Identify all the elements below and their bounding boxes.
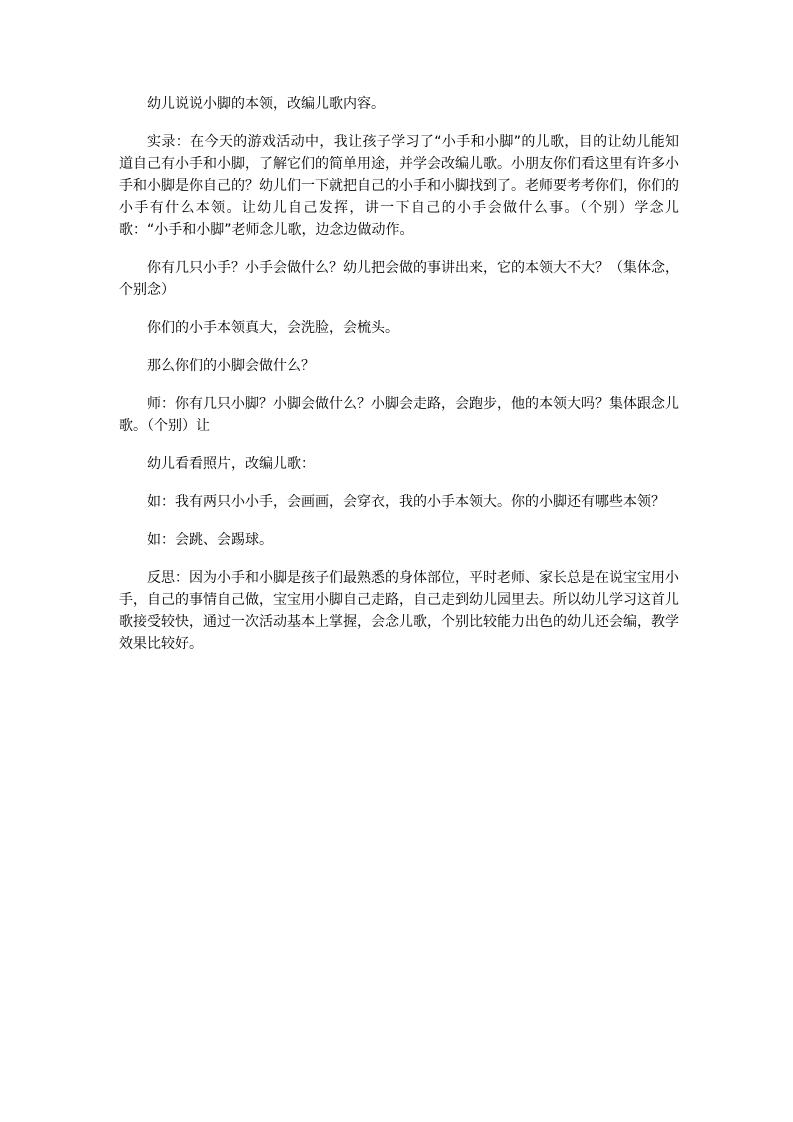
paragraph-teacher-feet: 师：你有几只小脚？小脚会做什么？小脚会走路，会跑步，他的本领大吗？集体跟念儿歌。（个别）让	[119, 396, 679, 434]
paragraph-feet-question: 那么你们的小脚会做什么？	[147, 358, 315, 374]
paragraph-record: 实录：在今天的游戏活动中，我让孩子学习了“小手和小脚”的儿歌，目的让幼儿能知道自己有小手和小脚，了解它们的简单用途，并学会改编儿歌。小朋友你们看这里有许多小手和小脚是你自己的？幼儿们一下就把自己的小手和小脚找到了。老师要考考你们，你们的小手有什么本领。让幼儿自己发挥，讲一下自己的小手会做什么事。（个别）学念儿歌：“小手和小脚”老师念儿歌，边念边做动作。	[119, 134, 679, 238]
paragraph-example-1: 如：我有两只小小手，会画画，会穿衣，我的小手本领大。你的小脚还有哪些本领？	[147, 494, 665, 510]
paragraph-reflection: 反思：因为小手和小脚是孩子们最熟悉的身体部位，平时老师、家长总是在说宝宝用小手，自己的事情自己做，宝宝用小脚自己走路，自己走到幼儿园里去。所以幼儿学习这首儿歌接受较快，通过一次活动基本上掌握，会念儿歌，个别比较能力出色的幼儿还会编，教学效果比较好。	[119, 570, 679, 652]
paragraph-task: 幼儿说说小脚的本领，改编儿歌内容。	[147, 96, 385, 112]
paragraph-hands-skills: 你们的小手本领真大，会洗脸，会梳头。	[147, 320, 399, 336]
paragraph-example-2: 如：会跳、会踢球。	[147, 532, 273, 548]
document-page	[119, 93, 679, 671]
paragraph-photos: 幼儿看看照片，改编儿歌：	[147, 456, 315, 472]
paragraph-hands-question: 你有几只小手？小手会做什么？幼儿把会做的事讲出来，它的本领大不大？（集体念，个别念）	[119, 260, 679, 298]
